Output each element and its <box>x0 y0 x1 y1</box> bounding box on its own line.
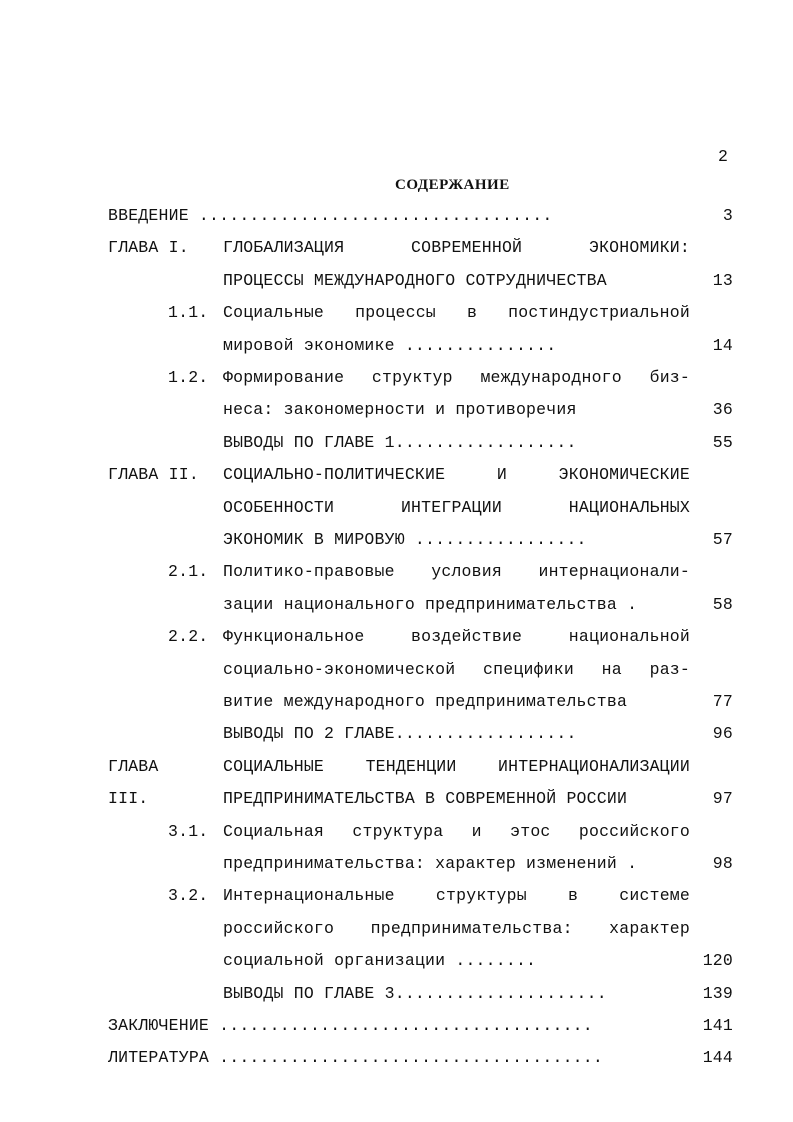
toc-number: III. <box>108 789 149 809</box>
toc-page-number: 120 <box>702 951 733 971</box>
toc-entry-text: социально-экономической специфики на раз- <box>223 659 690 679</box>
toc-entry-text: Социальные процессы в постиндустриальной <box>223 303 690 323</box>
toc-page-number: 58 <box>712 594 733 614</box>
toc-page-number: 13 <box>712 270 733 290</box>
toc-page-number: 139 <box>702 983 733 1003</box>
toc-entry-text: зации национального предпринимательства . <box>223 594 638 614</box>
toc-entry-text: ВЫВОДЫ ПО ГЛАВЕ 1.................. <box>223 432 577 452</box>
toc-page-number: 14 <box>712 335 733 355</box>
toc-entry-text: витие международного предпринимательства <box>223 692 628 711</box>
toc-number: 3.1. <box>168 821 209 841</box>
toc-number: ГЛАВА <box>108 756 159 776</box>
toc-number: ГЛАВА I. <box>108 238 189 258</box>
toc-number: 1.1. <box>168 303 209 323</box>
toc-entry-text: СОЦИАЛЬНО-ПОЛИТИЧЕСКИЕ И ЭКОНОМИЧЕСКИЕ <box>223 465 690 485</box>
toc-entry-text: Формирование структур международного биз- <box>223 368 690 387</box>
toc-page-number: 77 <box>712 692 733 711</box>
toc-entry-text: ЗАКЛЮЧЕНИЕ ..................................... <box>108 1016 593 1035</box>
toc-number: 2.2. <box>168 627 209 647</box>
toc-entry-text: ЛИТЕРАТУРА ...................................... <box>108 1048 603 1068</box>
toc-entry-text: социальной организации ........ <box>223 951 537 971</box>
page-number: 2 <box>718 147 729 166</box>
toc-page-number: 144 <box>702 1048 733 1068</box>
toc-entry-text: ВВЕДЕНИЕ ................................... <box>108 206 553 225</box>
toc-entry-text: Интернациональные структуры в системе <box>223 886 690 906</box>
toc-page-number: 97 <box>712 789 733 809</box>
toc-entry-text: ПРЕДПРИНИМАТЕЛЬСТВА В СОВРЕМЕННОЙ РОССИИ <box>223 789 628 809</box>
toc-entry-text: ЭКОНОМИК В МИРОВУЮ ................. <box>223 530 587 549</box>
toc-entry-text: ГЛОБАЛИЗАЦИЯ СОВРЕМЕННОЙ ЭКОНОМИКИ: <box>223 238 690 258</box>
toc-page-number: 141 <box>702 1016 733 1035</box>
toc-entry-text: ОСОБЕННОСТИ ИНТЕГРАЦИИ НАЦИОНАЛЬНЫХ <box>223 497 690 517</box>
page-title: СОДЕРЖАНИЕ <box>395 177 510 193</box>
toc-entry-text: ПРОЦЕССЫ МЕЖДУНАРОДНОГО СОТРУДНИЧЕСТВА <box>223 270 607 290</box>
toc-number: 3.2. <box>168 886 209 906</box>
toc-entry-text: ВЫВОДЫ ПО 2 ГЛАВЕ.................. <box>223 724 577 744</box>
toc-page-number: 57 <box>712 530 733 549</box>
toc-entry-text: российского предпринимательства: характер <box>223 918 690 938</box>
toc-entry-text: ВЫВОДЫ ПО ГЛАВЕ 3..................... <box>223 983 607 1003</box>
toc-entry-text: Политико-правовые условия интернационали- <box>223 562 690 582</box>
toc-number: 1.2. <box>168 368 209 387</box>
toc-entry-text: Социальная структура и этос российского <box>223 821 690 841</box>
toc-page-number: 3 <box>722 206 733 225</box>
toc-entry-text: неса: закономерности и противоречия <box>223 400 577 420</box>
toc-entry-text: мировой экономике ............... <box>223 335 557 355</box>
toc-page-number: 96 <box>712 724 733 744</box>
toc-page-number: 55 <box>712 432 733 452</box>
toc-entry-text: Функциональное воздействие национальной <box>223 627 690 647</box>
toc-page-number: 98 <box>712 854 733 873</box>
toc-number: ГЛАВА II. <box>108 465 199 485</box>
toc-page-number: 36 <box>712 400 733 420</box>
toc-entry-text: СОЦИАЛЬНЫЕ ТЕНДЕНЦИИ ИНТЕРНАЦИОНАЛИЗАЦИИ <box>223 756 690 776</box>
toc-entry-text: предпринимательства: характер изменений . <box>223 854 638 873</box>
toc-number: 2.1. <box>168 562 209 582</box>
